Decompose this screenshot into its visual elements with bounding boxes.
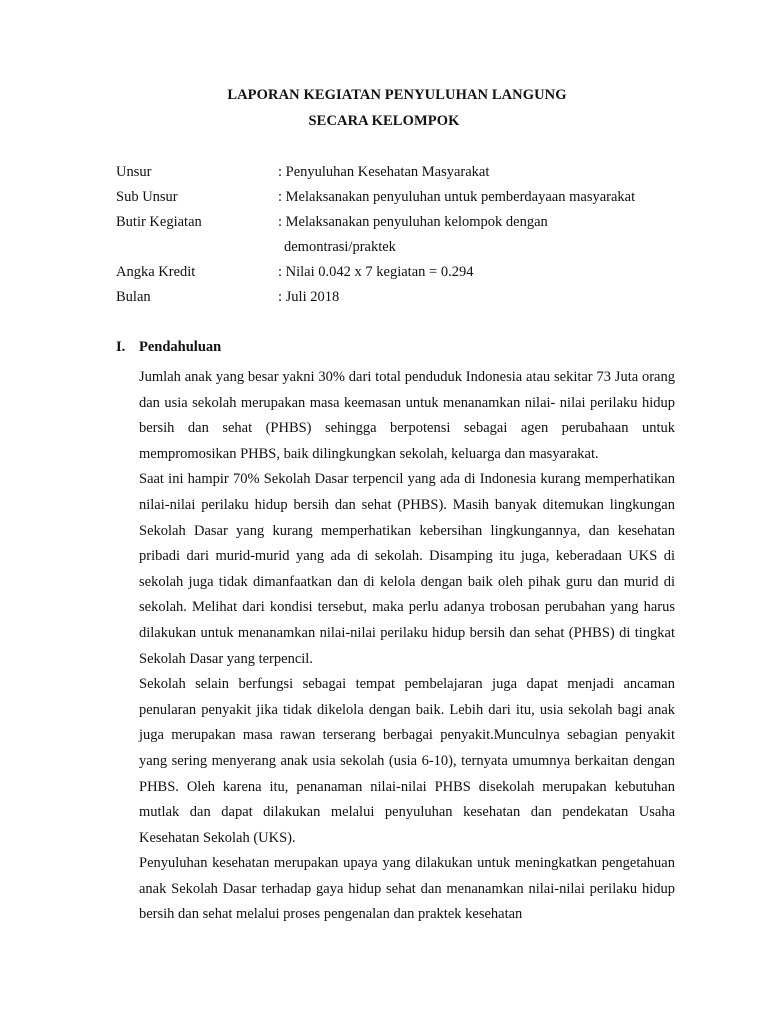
document-title-line2: SECARA KELOMPOK <box>308 113 460 129</box>
section-title: Pendahuluan <box>139 339 222 355</box>
meta-row-butir-kegiatan <box>116 213 698 238</box>
meta-key: Unsur <box>116 164 152 180</box>
meta-value-continuation: demontrasi/praktek <box>284 239 396 255</box>
meta-value: : Melaksanakan penyuluhan untuk pemberdayaan masyarakat <box>278 189 636 205</box>
section-heading <box>116 339 221 356</box>
meta-row-angka-kredit <box>116 263 698 288</box>
meta-key: Bulan <box>116 289 151 305</box>
meta-value: : Melaksanakan penyuluhan kelompok dengan <box>278 214 548 230</box>
meta-row-bulan <box>116 288 698 313</box>
meta-key: Sub Unsur <box>116 189 178 205</box>
meta-value: : Juli 2018 <box>278 289 340 305</box>
paragraph: Jumlah anak yang besar yakni 30% dari total penduduk Indonesia atau sekitar 73 Juta orang dan usia sekolah merupakan masa keemasan untuk menanamkan nilai- nilai perilaku hidup bersih dan sehat (PHBS) sehingga berpotensi sebagai agen perubahaan untuk mempromosikan PHBS, baik dilingkungkan sekolah, keluarga dan masyarakat. <box>139 369 675 462</box>
paragraph: Saat ini hampir 70% Sekolah Dasar terpencil yang ada di Indonesia kurang memperhatikan nilai-nilai perilaku hidup bersih dan sehat (PHBS). Masih banyak ditemukan lingkungan Sekolah Dasar yang kurang memperhatikan kebersihan lingkungannya, dan kesehatan pribadi dari murid-murid yang ada di sekolah. Disamping itu juga, keberadaan UKS di sekolah juga tidak dimanfaatkan dan di kelola dengan baik oleh pihak guru dan murid di sekolah. Melihat dari kondisi tersebut, maka perlu adanya trobosan perubahan yang harus dilakukan untuk menanamkan nilai-nilai perilaku hidup bersih dan sehat (PHBS) di tingkat Sekolah Dasar yang terpencil. <box>139 471 675 667</box>
meta-value: : Nilai 0.042 x 7 kegiatan = 0.294 <box>278 264 474 280</box>
section-number: I. <box>116 339 126 355</box>
section-body <box>139 365 675 928</box>
meta-key: Butir Kegiatan <box>116 214 202 230</box>
report-metadata <box>116 163 698 313</box>
paragraph: Penyuluhan kesehatan merupakan upaya yang dilakukan untuk meningkatkan pengetahuan anak Sekolah Dasar terhadap gaya hidup sehat dan menanamkan nilai-nilai perilaku hidup bersih dan sehat melalui proses pengenalan dan praktek kesehatan <box>139 855 675 923</box>
document-title-line1: LAPORAN KEGIATAN PENYULUHAN LANGUNG <box>227 87 567 103</box>
paragraph: Sekolah selain berfungsi sebagai tempat pembelajaran juga dapat menjadi ancaman penularan penyakit jika tidak dikelola dengan baik. Lebih dari itu, usia sekolah bagi anak juga merupakan masa rawan terserang berbagai penyakit.Munculnya sebagian penyakit yang sering menyerang anak usia sekolah (usia 6-10), ternyata umumnya berkaitan dengan PHBS. Oleh karena itu, penanaman nilai-nilai PHBS disekolah merupakan kebutuhan mutlak dan dapat dilakukan melalui penyuluhan kesehatan dan pendekatan Usaha Kesehatan Sekolah (UKS). <box>139 676 675 846</box>
meta-row-sub-unsur <box>116 188 698 213</box>
meta-key: Angka Kredit <box>116 264 196 280</box>
meta-row-unsur <box>116 163 698 188</box>
meta-value: : Penyuluhan Kesehatan Masyarakat <box>278 164 490 180</box>
